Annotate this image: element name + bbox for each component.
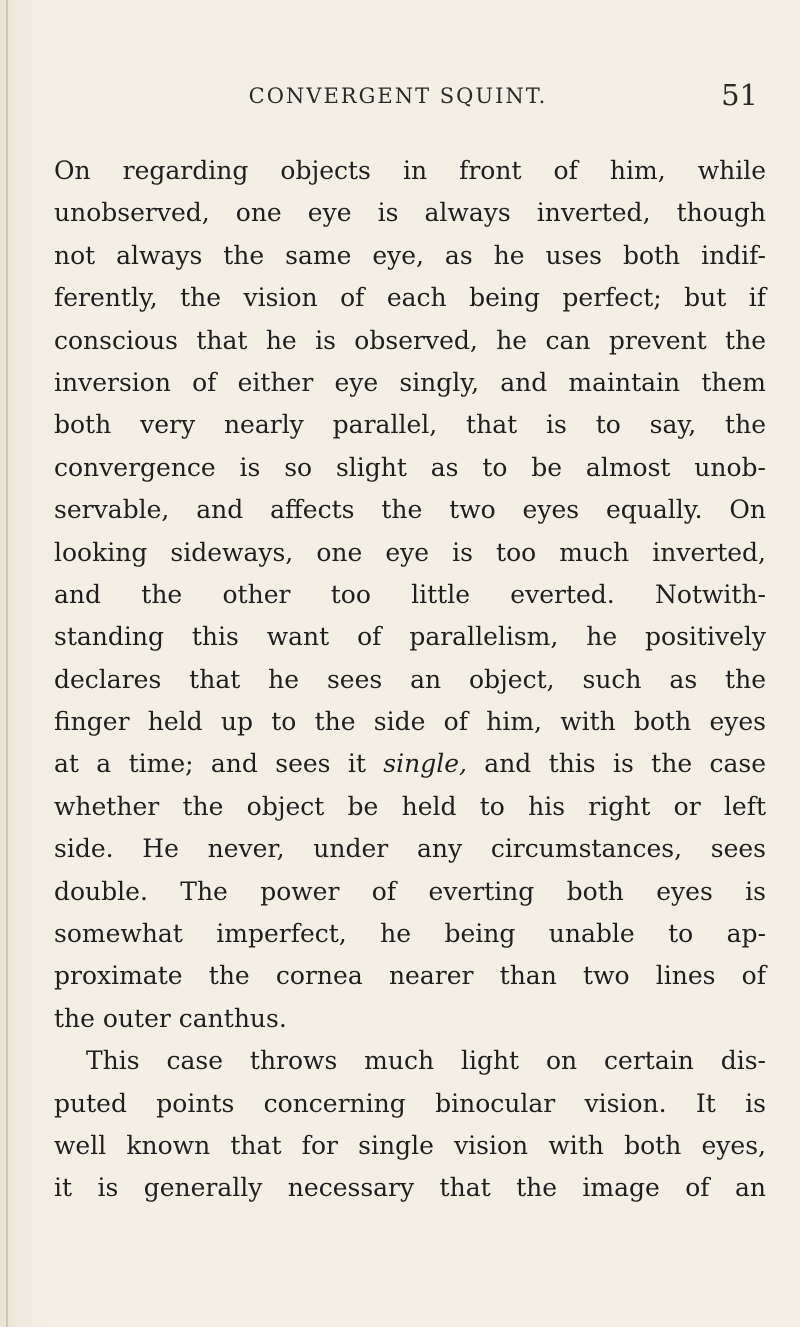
body-text: [54, 150, 766, 1210]
running-title: CONVERGENT SQUINT.: [248, 84, 548, 108]
text-line: double. The power of everting both eyes is: [54, 876, 766, 906]
text-line: whether the object be held to his right or left: [54, 791, 766, 821]
running-head: [0, 0, 800, 130]
text-span: and this is the case: [466, 749, 766, 779]
text-span: at a time; and sees it: [54, 749, 384, 779]
text-line: unobserved, one eye is always inverted, though: [54, 198, 766, 228]
text-line: finger held up to the side of him, with both eyes: [54, 707, 766, 737]
text-line: well known that for single vision with both eyes,: [54, 1130, 766, 1160]
text-line: somewhat imperfect, he being unable to ap-: [54, 919, 766, 949]
text-line: ferently, the vision of each being perfect; but if: [54, 283, 766, 313]
text-line: servable, and affects the two eyes equally. On: [54, 495, 766, 525]
text-line: the outer canthus.: [54, 1003, 287, 1033]
page-gutter-edge: [6, 0, 8, 1327]
text-line: proximate the cornea nearer than two lines of: [54, 961, 766, 991]
text-line: and the other too little everted. Notwith-: [54, 579, 766, 609]
text-line: convergence is so slight as to be almost unob-: [54, 452, 766, 482]
text-line: On regarding objects in front of him, while: [54, 156, 766, 185]
text-line: conscious that he is observed, he can prevent the: [54, 325, 766, 355]
text-line: looking sideways, one eye is too much inverted,: [54, 537, 766, 567]
page-number: 51: [721, 78, 758, 112]
text-line: both very nearly parallel, that is to say, the: [54, 410, 766, 440]
emphasized-word: single,: [383, 749, 467, 779]
text-line: it is generally necessary that the image of an: [54, 1173, 766, 1203]
text-line: standing this want of parallelism, he positively: [54, 622, 766, 652]
text-line: declares that he sees an object, such as the: [54, 664, 766, 694]
text-line: This case throws much light on certain dis-: [86, 1046, 766, 1076]
paragraph-1: [54, 150, 766, 1040]
text-line: not always the same eye, as he uses both indif-: [54, 240, 766, 270]
text-line: puted points concerning binocular vision. It is: [54, 1088, 766, 1118]
paragraph-2: [54, 1040, 766, 1210]
text-line: side. He never, under any circumstances, sees: [54, 834, 766, 864]
text-line-with-emphasis: [54, 743, 766, 785]
text-line: inversion of either eye singly, and maintain them: [54, 367, 766, 397]
